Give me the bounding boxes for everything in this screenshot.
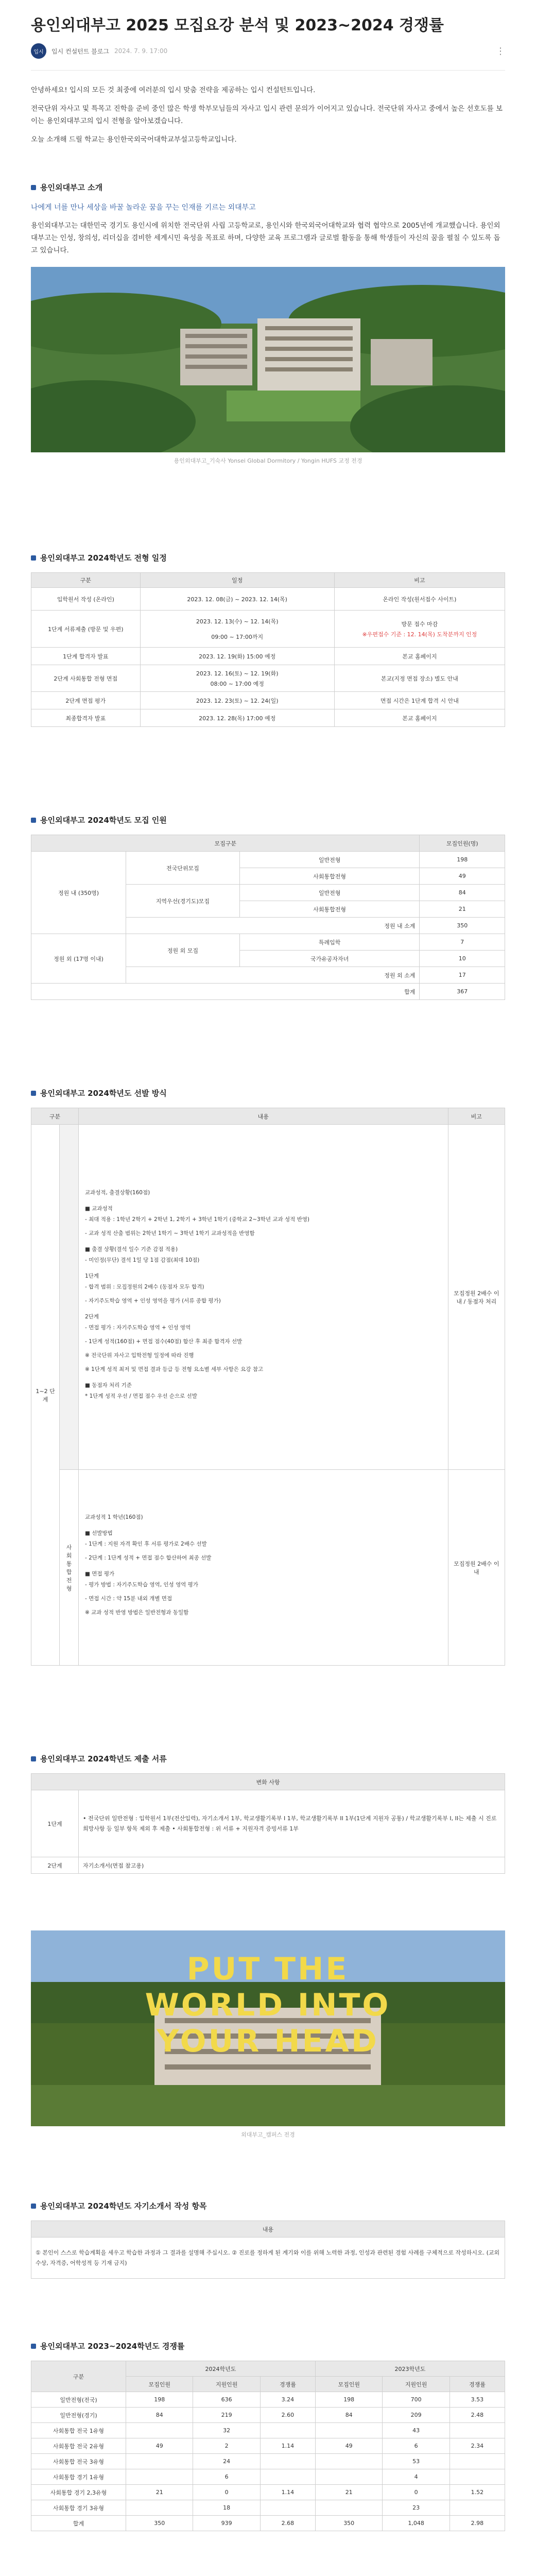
table-cell: 4	[383, 2469, 449, 2485]
table-row: 최종합격자 발표 2023. 12. 28(목) 17:00 예정 본교 홈페이지	[31, 709, 505, 727]
section-marker-icon	[31, 1756, 36, 1761]
table-cell: 2.48	[449, 2408, 505, 2423]
table-cell: 636	[193, 2392, 260, 2408]
method-line: - 합격 범위 : 모집정원의 2배수 (동점자 모두 합격)	[84, 1283, 204, 1290]
section-heading-intro: 용인외대부고 소개	[31, 182, 505, 193]
method-line: ■ 선발방법	[84, 1530, 113, 1536]
method-table	[31, 1108, 505, 1666]
table-cell: 32	[193, 2423, 260, 2438]
method-line: - 면접 평가 : 자기주도학습 영역 + 인성 영역	[84, 1324, 191, 1331]
method-line: - 최대 적용 : 1학년 2학기 + 2학년 1, 2학기 + 3학년 1학기 (중학교 2~3학년 교과 성적 반영)	[84, 1216, 309, 1223]
method-header-row: 구분 내용 비고	[31, 1108, 505, 1125]
row-label: 일반전형(경기)	[31, 2408, 126, 2423]
quota-header-row: 모집구분 모집인원(명)	[31, 835, 505, 852]
table-cell	[260, 2423, 315, 2438]
stage2-content	[78, 1470, 448, 1666]
post-date: 2024. 7. 9. 17:00	[114, 47, 168, 55]
intro-body: 용인외대부고는 대한민국 경기도 용인시에 위치한 전국단위 사립 고등학교로, 용인시와 한국외국어대학교와 협력 협약으로 2005년에 개교했습니다. 용인외대부고는 인성, 창의성, 리더십을 겸비한 세계시민 육성을 목표로 하며, 다양한 교육 프로그램과 글로벌 활동을 통해 학생들이 자신의 꿈을 펼칠 수 있도록 돕고 있습니다.	[31, 222, 500, 255]
table-cell: 2.68	[260, 2516, 315, 2531]
competition-year-row: 구분 2024학년도 2023학년도	[31, 2361, 505, 2377]
section-marker-icon	[31, 2344, 36, 2349]
table-cell	[260, 2469, 315, 2485]
blog-name[interactable]: 입시 컨설턴트 블로그	[51, 47, 109, 55]
table-cell: 2.98	[449, 2516, 505, 2531]
row-label: 사회통합 경기 2,3유형	[31, 2485, 126, 2500]
campus-photo	[31, 267, 505, 452]
method-line: 교과성적, 출결상황(160점)	[84, 1189, 150, 1196]
method-line: ■ 출결 상황(결석 일수 기준 감점 적용)	[84, 1246, 178, 1252]
method-line: 1단계	[84, 1273, 99, 1279]
table-cell: 939	[193, 2516, 260, 2531]
method-line: ■ 면접 평가	[84, 1570, 115, 1577]
table-cell	[126, 2500, 193, 2516]
post-title: 용인외대부고 2025 모집요강 분석 및 2023~2024 경쟁률	[31, 16, 444, 35]
method-line: - 평가 방법 : 자기주도학습 영역, 인성 영역 평가	[84, 1581, 198, 1588]
table-cell: 198	[315, 2392, 382, 2408]
table-row	[31, 2516, 505, 2531]
table-cell	[449, 2469, 505, 2485]
table-cell: 2	[193, 2438, 260, 2454]
row-label: 사회통합 전국 3유형	[31, 2454, 126, 2469]
campus-banner-caption: 외대부고_캠퍼스 전경	[241, 2131, 295, 2138]
table-cell: 21	[126, 2485, 193, 2500]
table-cell: 84	[126, 2408, 193, 2423]
table-cell: 1.14	[260, 2485, 315, 2500]
table-cell: 1.14	[260, 2438, 315, 2454]
documents-table	[31, 1773, 505, 1874]
table-cell: 0	[383, 2485, 449, 2500]
section-marker-icon	[31, 1091, 36, 1096]
table-cell	[315, 2469, 382, 2485]
section-marker-icon	[31, 185, 36, 190]
intro-para-1: 안녕하세요! 입시의 모든 것 최중에 여러분의 입시 맞춤 전략을 제공하는 입시 컨설턴트입니다.	[31, 86, 316, 94]
table-cell: 2.60	[260, 2408, 315, 2423]
table-cell: 219	[193, 2408, 260, 2423]
section-marker-icon	[31, 2204, 36, 2209]
method-line: - 면접 시간 : 약 15분 내외 개별 면접	[84, 1595, 172, 1602]
table-cell: 1.52	[449, 2485, 505, 2500]
table-row: 사회통합전형 49	[31, 868, 505, 885]
table-row	[31, 2392, 505, 2408]
row-label: 사회통합 전국 2유형	[31, 2438, 126, 2454]
quota-table	[31, 835, 505, 1000]
table-cell: 0	[193, 2485, 260, 2500]
table-row: 2단계 면접 평가 2023. 12. 23(토) ~ 12. 24(일) 면접 시간은 1단계 합격 시 안내	[31, 692, 505, 709]
post-meta	[31, 43, 505, 71]
table-cell	[126, 2454, 193, 2469]
stage1-content	[78, 1125, 448, 1470]
table-cell: 2.34	[449, 2438, 505, 2454]
section-heading-competition: 용인외대부고 2023~2024학년도 경쟁률	[31, 2341, 505, 2351]
table-cell: 3.24	[260, 2392, 315, 2408]
table-row: 사회통합전형 21	[31, 901, 505, 918]
table-cell	[126, 2469, 193, 2485]
table-row	[31, 2469, 505, 2485]
section-heading-quota: 용인외대부고 2024학년도 모집 인원	[31, 815, 505, 825]
table-cell	[449, 2454, 505, 2469]
schedule-table	[31, 572, 505, 727]
table-cell: 18	[193, 2500, 260, 2516]
table-cell: 43	[383, 2423, 449, 2438]
table-row: 1단계 서류제출 (방문 및 우편) 2023. 12. 13(수) ~ 12. 14(목) 09:00 ~ 17:00까지 방문 접수 마감 ※우편접수 기준 : 12. 14(목) 도착분까지 인정	[31, 611, 505, 648]
row-label: 사회통합 전국 1유형	[31, 2423, 126, 2438]
table-row: 국가유공자자녀 10	[31, 951, 505, 967]
section-marker-icon	[31, 818, 36, 823]
table-cell	[315, 2454, 382, 2469]
avatar[interactable]: 입시	[31, 43, 46, 59]
row-label: 사회통합 경기 3유형	[31, 2500, 126, 2516]
table-row	[31, 2423, 505, 2438]
table-row: 정원 외 (17명 이내) 정원 외 모집 특례입학 7	[31, 934, 505, 951]
table-cell: 53	[383, 2454, 449, 2469]
table-row: 1단계 합격자 발표 2023. 12. 19(화) 15:00 예정 본교 홈페이지	[31, 648, 505, 665]
campus-photo-caption: 용인외대부고_기숙사 Yonsei Global Dormitory / Yongin HUFS 교정 전경	[174, 457, 362, 464]
method-line: - 1단계 : 지원 자격 확인 후 서류 평가로 2배수 선발	[84, 1540, 207, 1547]
intro-para-3: 오늘 소개해 드릴 학교는 용인한국외국어대학교부설고등학교입니다.	[31, 135, 237, 144]
section-heading-essay: 용인외대부고 2024학년도 자기소개서 작성 항목	[31, 2200, 505, 2211]
table-cell: 350	[315, 2516, 382, 2531]
table-row: 2단계 사회통합 전형 면접 2023. 12. 16(토) ~ 12. 19(화) 08:00 ~ 17:00 예정 본교(지정 면접 장소) 별도 안내	[31, 665, 505, 692]
table-cell: 23	[383, 2500, 449, 2516]
table-row: 1~2 단계 교과성적, 출결상황(160점) ■ 교과성적 - 최대 적용 : 1학년 2학기 + 2학년 1, 2학기 + 3학년 1학기 (중학교 2~3학년 교과 성적 반영) - 교과 성적 산출 범위는 2학년 1학기 ~ 3학년 1학기 교과성적을 반영함 ■ 출결 상황(결석 일수 기준 감점 적용) - 미인정(무단) 결석 1일 당 1점 감점(최대 10점) 1단계 - 합격 범위 : 모집정원의 2배수 (동점자 모두 합격) - 자기주도학습 영역 + 인성 영역을 평가 (서류 종합 평가) 2단계 - 면접 평가 : 자기주도학습 영역 + 인성 영역 - 1단계 성적(160점) + 면접 점수(40점) 합산 후 최종 합격자 선발 ※ 전국단위 자사고 입학전형 일정에 따라 진행 ※ 1단계 성적 최저 및 면접 결과 등급 등 전형 요소별 세부 사항은 요강 참고 ■ 동점자 처리 기준 * 1단계 성적 우선 / 면접 점수 우선 순으로 선발 모집정원 2배수 이내 / 동점자 처리	[31, 1125, 505, 1470]
documents-header-row: 변화 사항	[31, 1774, 505, 1790]
table-cell: 3.53	[449, 2392, 505, 2408]
table-row: 정원 내 (350명) 전국단위모집 일반전형 198	[31, 852, 505, 868]
method-line: 교과성적 1 학년(160점)	[84, 1514, 143, 1520]
table-cell: 198	[126, 2392, 193, 2408]
table-row: 1단계 • 전국단위 일반전형 : 입학원서 1부(전산입력), 자기소개서 1부, 학교생활기록부 I 1부, 학교생활기록부 II 1부(1단계 지원자 공통) / 학교생활기록부 I, II는 제출 시 진로희망사항 등 일부 항목 제외 후 제출 • 사회통합전형 : 위 서류 + 지원자격 증빙서류 1부	[31, 1790, 505, 1857]
table-row	[31, 2438, 505, 2454]
table-cell	[126, 2423, 193, 2438]
table-row	[31, 2454, 505, 2469]
intro-para-2: 전국단위 자사고 및 특목고 진학을 준비 중인 많은 학생 학부모님들의 자사고 입시 관련 문의가 이어지고 있습니다. 전국단위 자사고 중에서 높은 선호도를 보이는 용인외대부고의 입시 전형을 알아보겠습니다.	[31, 105, 503, 125]
method-line: ■ 교과성적	[84, 1205, 113, 1212]
table-cell	[260, 2454, 315, 2469]
table-row: 정원 내 소계 350	[31, 918, 505, 934]
essay-table	[31, 2221, 505, 2279]
method-line: - 미인정(무단) 결석 1일 당 1점 감점(최대 10점)	[84, 1257, 200, 1263]
table-cell: 21	[315, 2485, 382, 2500]
table-cell	[449, 2423, 505, 2438]
table-row: 입학원서 작성 (온라인) 2023. 12. 08(금) ~ 2023. 12. 14(목) 온라인 작성(원서접수 사이트)	[31, 588, 505, 611]
table-row: 2단계 자기소개서(면접 참고용)	[31, 1857, 505, 1874]
table-row: 합계 367	[31, 984, 505, 1000]
more-icon[interactable]: ⋮	[496, 45, 505, 57]
table-cell: 84	[315, 2408, 382, 2423]
table-cell	[449, 2500, 505, 2516]
table-row	[31, 2485, 505, 2500]
method-line: - 1단계 성적(160점) + 면접 점수(40점) 합산 후 최종 합격자 선발	[84, 1338, 243, 1345]
table-row: ① 본인이 스스로 학습계획을 세우고 학습한 과정과 그 결과를 설명해 주십시오. ② 진로를 정하게 된 계기와 이를 위해 노력한 과정, 인성과 관련된 경험 사례를 구체적으로 작성하시오. (교외 수상, 자격증, 어학성적 등 기재 금지)	[31, 2238, 505, 2279]
section-heading-schedule: 용인외대부고 2024학년도 전형 일정	[31, 552, 505, 563]
method-line: ※ 1단계 성적 최저 및 면접 결과 등급 등 전형 요소별 세부 사항은 요강 참고	[84, 1366, 264, 1372]
method-line: ※ 전국단위 자사고 입학전형 일정에 따라 진행	[84, 1352, 194, 1359]
row-label: 합계	[31, 2516, 126, 2531]
table-row	[31, 2500, 505, 2516]
table-cell: 209	[383, 2408, 449, 2423]
method-line: 2단계	[84, 1313, 99, 1320]
method-line: ※ 교과 성적 반영 방법은 일반전형과 동일함	[84, 1609, 189, 1616]
section-heading-method: 용인외대부고 2024학년도 선발 방식	[31, 1088, 505, 1098]
row-label: 사회통합 경기 1유형	[31, 2469, 126, 2485]
competition-sub-header-row: 모집인원 지원인원 경쟁률 모집인원 지원인원 경쟁률	[31, 2377, 505, 2392]
table-cell: 6	[383, 2438, 449, 2454]
table-row: 정원 외 소계 17	[31, 967, 505, 984]
section-marker-icon	[31, 555, 36, 561]
table-cell	[315, 2500, 382, 2516]
table-row: 지역우선(경기도)모집 일반전형 84	[31, 885, 505, 901]
campus-banner-photo	[31, 1930, 505, 2126]
table-cell: 6	[193, 2469, 260, 2485]
table-row	[31, 2408, 505, 2423]
essay-header-row: 내용	[31, 2221, 505, 2238]
table-cell: 350	[126, 2516, 193, 2531]
table-cell	[315, 2423, 382, 2438]
method-line: - 자기주도학습 영역 + 인성 영역을 평가 (서류 종합 평가)	[84, 1297, 221, 1304]
method-line: * 1단계 성적 우선 / 면접 점수 우선 순으로 선발	[84, 1393, 197, 1399]
table-cell: 24	[193, 2454, 260, 2469]
table-cell: 49	[315, 2438, 382, 2454]
method-line: - 교과 성적 산출 범위는 2학년 1학기 ~ 3학년 1학기 교과성적을 반영함	[84, 1230, 255, 1236]
intro-highlight: 나에게 너를 만나 세상을 바꿀 놀라운 꿈을 꾸는 인재를 기르는 외대부고	[31, 204, 256, 212]
table-cell: 49	[126, 2438, 193, 2454]
section-heading-documents: 용인외대부고 2024학년도 제출 서류	[31, 1753, 505, 1764]
method-line: - 2단계 : 1단계 성적 + 면접 점수 합산하여 최종 선발	[84, 1554, 212, 1561]
schedule-header-row: 구분 일정 비고	[31, 573, 505, 588]
row-label: 일반전형(전국)	[31, 2392, 126, 2408]
campus-banner-text: PUT THE WORLD INTO YOUR HEAD	[145, 1951, 391, 2059]
table-cell: 700	[383, 2392, 449, 2408]
method-line: ■ 동점자 처리 기준	[84, 1382, 132, 1388]
table-cell: 1,048	[383, 2516, 449, 2531]
table-cell	[260, 2500, 315, 2516]
table-row: 사회 통합 전형 교과성적 1 학년(160점) ■ 선발방법 - 1단계 : 지원 자격 확인 후 서류 평가로 2배수 선발 - 2단계 : 1단계 성적 + 면접 점수 합산하여 최종 선발 ■ 면접 평가 - 평가 방법 : 자기주도학습 영역, 인성 영역 평가 - 면접 시간 : 약 15분 내외 개별 면접 ※ 교과 성적 반영 방법은 일반전형과 동일함 모집정원 2배수 이내	[31, 1470, 505, 1666]
competition-table	[31, 2361, 505, 2531]
